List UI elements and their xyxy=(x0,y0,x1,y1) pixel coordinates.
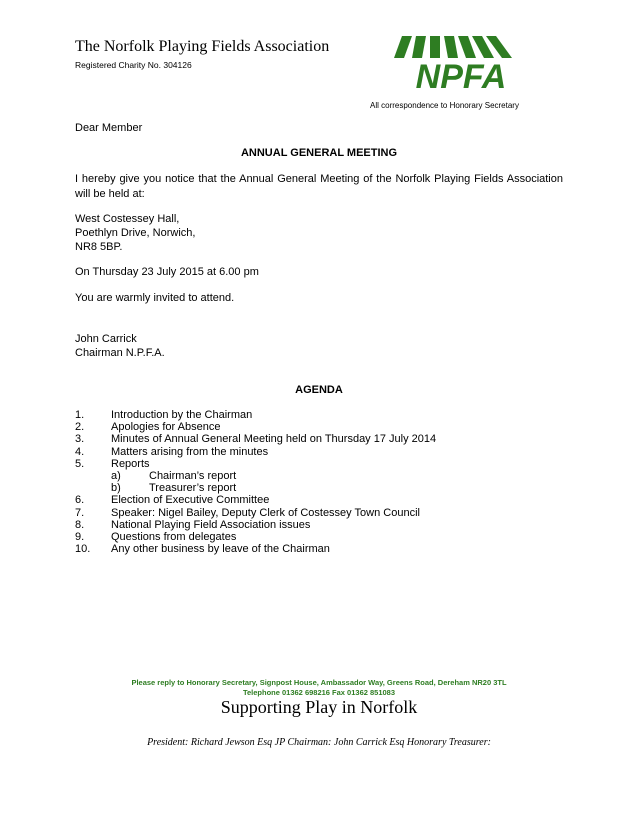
agenda-text: Treasurer’s report xyxy=(149,482,237,495)
agenda-text: Election of Executive Committee xyxy=(111,494,270,507)
agenda-number: a) xyxy=(111,469,121,482)
venue-address xyxy=(75,212,195,254)
invitation-line: You are warmly invited to attend. xyxy=(75,292,235,304)
agenda-text: Apologies for Absence xyxy=(111,421,221,434)
agenda-heading: AGENDA xyxy=(295,384,343,396)
signature-block xyxy=(75,332,165,360)
agenda-number: 1. xyxy=(75,409,85,421)
agenda-text: Matters arising from the minutes xyxy=(111,445,269,458)
agenda-number: 9. xyxy=(75,530,85,543)
agenda-number: 4. xyxy=(75,445,85,458)
agenda-text: Speaker: Nigel Bailey, Deputy Clerk of Costessey Town Council xyxy=(111,506,420,519)
agenda-number: 8. xyxy=(75,518,85,531)
agenda-number: 6. xyxy=(75,494,85,507)
meeting-heading: ANNUAL GENERAL MEETING xyxy=(240,147,398,159)
agenda-number: 3. xyxy=(75,433,85,446)
venue-line: NR8 5BP. xyxy=(75,241,123,253)
reply-address xyxy=(75,678,563,698)
agenda-number: 5. xyxy=(75,457,85,470)
agenda-text: Minutes of Annual General Meeting held on Thursday 17 July 2014 xyxy=(111,433,437,446)
agenda-number: 10. xyxy=(75,543,91,556)
meeting-datetime: On Thursday 23 July 2015 at 6.00 pm xyxy=(75,266,259,278)
reply-line: Please reply to Honorary Secretary, Signpost House, Ambassador Way, Greens Road, Dereham NR20 3TL xyxy=(131,678,507,687)
signer-title: Chairman N.P.F.A. xyxy=(75,347,165,359)
telephone-line: Telephone 01362 698216 Fax 01362 851083 xyxy=(242,688,396,697)
slogan: Supporting Play in Norfolk xyxy=(220,697,418,717)
npfa-logo xyxy=(356,34,566,92)
venue-line: West Costessey Hall, xyxy=(75,213,180,225)
notice-paragraph: I hereby give you notice that the Annual General Meeting of the Norfolk Playing Fields Association will be held at: xyxy=(75,173,563,200)
agenda-text: Chairman’s report xyxy=(149,469,237,482)
salutation: Dear Member xyxy=(75,122,143,134)
agenda-text: Introduction by the Chairman xyxy=(111,409,253,421)
officers-line: President: Richard Jewson Esq JP Chairman: John Carrick Esq Honorary Treasurer: xyxy=(147,737,491,748)
charity-number: Registered Charity No. 304126 xyxy=(75,60,192,70)
venue-line: Poethlyn Drive, Norwich, xyxy=(75,227,196,239)
agenda-number: 2. xyxy=(75,421,85,434)
signer-name: John Carrick xyxy=(75,333,137,345)
logo-text: NPFA xyxy=(415,58,507,92)
correspondence-note: All correspondence to Honorary Secretary xyxy=(370,101,519,110)
agenda-number: 7. xyxy=(75,506,85,519)
agenda-number: b) xyxy=(111,482,121,495)
agenda-text: National Playing Field Association issues xyxy=(111,518,311,531)
agenda-text: Questions from delegates xyxy=(111,530,237,543)
organisation-title: The Norfolk Playing Fields Association xyxy=(75,38,330,55)
agenda-text: Any other business by leave of the Chairman xyxy=(111,543,330,556)
agenda-text: Reports xyxy=(111,457,150,470)
